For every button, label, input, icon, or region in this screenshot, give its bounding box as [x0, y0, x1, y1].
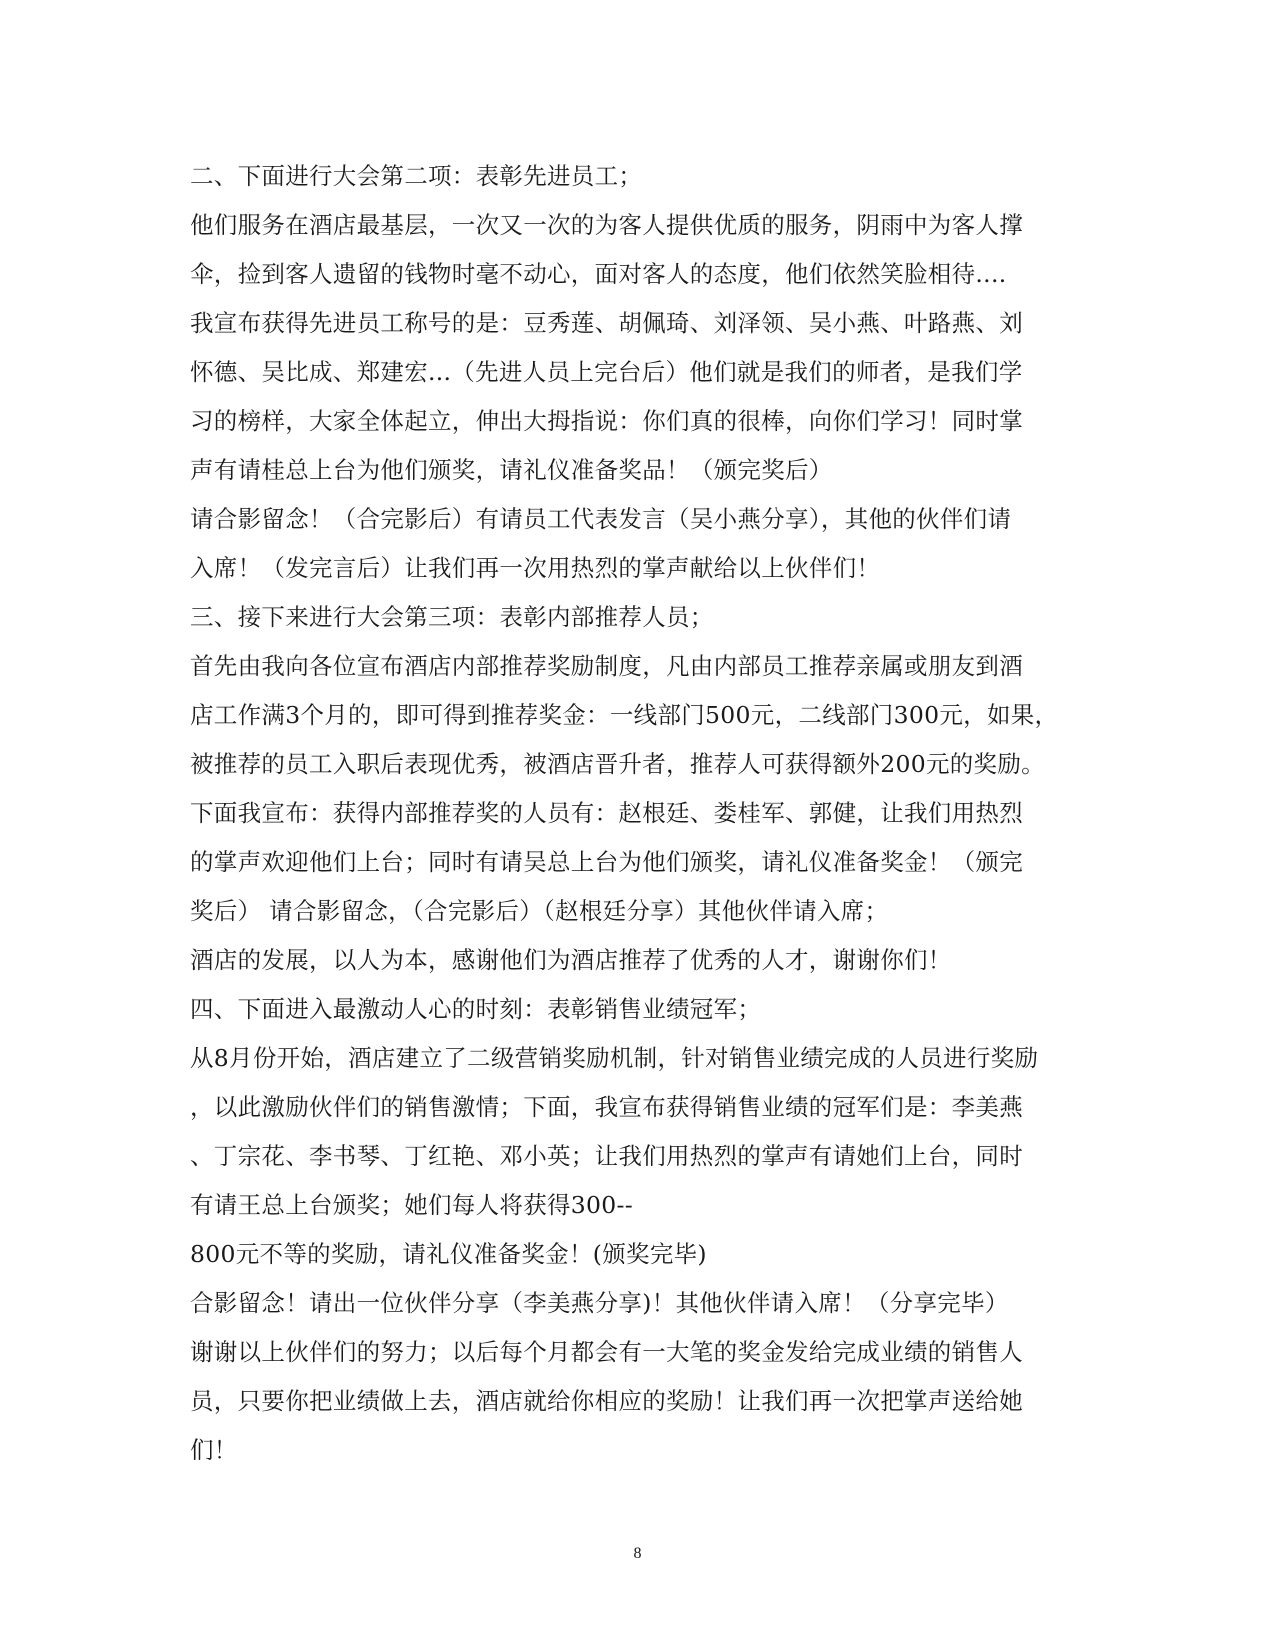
- text-line: 习的榜样，大家全体起立，伸出大拇指说：你们真的很棒，向你们学习！同时掌: [190, 407, 1023, 435]
- text-line: 奖后） 请合影留念，（合完影后）（赵根廷分享）其他伙伴请入席；: [190, 897, 889, 925]
- text-line: 酒店的发展，以人为本，感谢他们为酒店推荐了优秀的人才，谢谢你们！: [190, 946, 952, 974]
- text-line: 请合影留念！（合完影后）有请员工代表发言（吴小燕分享），其他的伙伴们请: [190, 505, 1012, 533]
- text-line: 谢谢以上伙伴们的努力；以后每个月都会有一大笔的奖金发给完成业绩的销售人: [190, 1338, 1023, 1366]
- text-line: 的掌声欢迎他们上台；同时有请吴总上台为他们颁奖，请礼仪准备奖金！（颁完: [190, 848, 1023, 876]
- text-line: 四、下面进入最激动人心的时刻：表彰销售业绩冠军；: [190, 995, 762, 1023]
- text-line: 三、接下来进行大会第三项：表彰内部推荐人员；: [190, 603, 714, 631]
- text-line: 、丁宗花、李书琴、丁红艳、邓小英；让我们用热烈的掌声有请她们上台，同时: [190, 1142, 1023, 1170]
- text-line: 被推荐的员工入职后表现优秀，被酒店晋升者，推荐人可获得额外200元的奖励。: [190, 750, 1045, 778]
- text-line: ，以此激励伙伴们的销售激情；下面，我宣布获得销售业绩的冠军们是：李美燕: [190, 1093, 1023, 1121]
- text-line: 首先由我向各位宣布酒店内部推荐奖励制度，凡由内部员工推荐亲属或朋友到酒: [190, 652, 1023, 680]
- text-line: 他们服务在酒店最基层，一次又一次的为客人提供优质的服务，阴雨中为客人撑: [190, 211, 1023, 239]
- text-line: 有请王总上台颁奖；她们每人将获得300--: [190, 1191, 634, 1219]
- text-line: 入席！（发完言后）让我们再一次用热烈的掌声献给以上伙伴们！: [190, 554, 881, 582]
- text-line: 声有请桂总上台为他们颁奖，请礼仪准备奖品！（颁完奖后）: [190, 456, 833, 484]
- text-line: 伞，捡到客人遗留的钱物时毫不动心，面对客人的态度，他们依然笑脸相待....: [190, 260, 1007, 288]
- text-line: 下面我宣布：获得内部推荐奖的人员有：赵根廷、娄桂军、郭健，让我们用热烈: [190, 799, 1023, 827]
- text-line: 800元不等的奖励，请礼仪准备奖金！(颁奖完毕): [190, 1240, 707, 1268]
- text-line: 怀德、吴比成、郑建宏...（先进人员上完台后）他们就是我们的师者，是我们学: [190, 358, 1023, 386]
- text-line: 二、下面进行大会第二项：表彰先进员工；: [190, 162, 643, 190]
- text-line: 从8月份开始，酒店建立了二级营销奖励机制，针对销售业绩完成的人员进行奖励: [190, 1044, 1039, 1072]
- body-text: [190, 152, 1090, 1475]
- page-number: 8: [633, 1545, 642, 1562]
- text-line: 合影留念！请出一位伙伴分享（李美燕分享)！其他伙伴请入席！（分享完毕）: [190, 1289, 1009, 1317]
- text-line: 们！: [190, 1436, 238, 1464]
- text-line: 我宣布获得先进员工称号的是：豆秀莲、胡佩琦、刘泽领、吴小燕、叶路燕、刘: [190, 309, 1023, 337]
- text-line: 员，只要你把业绩做上去，酒店就给你相应的奖励！让我们再一次把掌声送给她: [190, 1387, 1023, 1415]
- text-line: 店工作满3个月的，即可得到推荐奖金：一线部门500元，二线部门300元，如果，: [190, 701, 1059, 729]
